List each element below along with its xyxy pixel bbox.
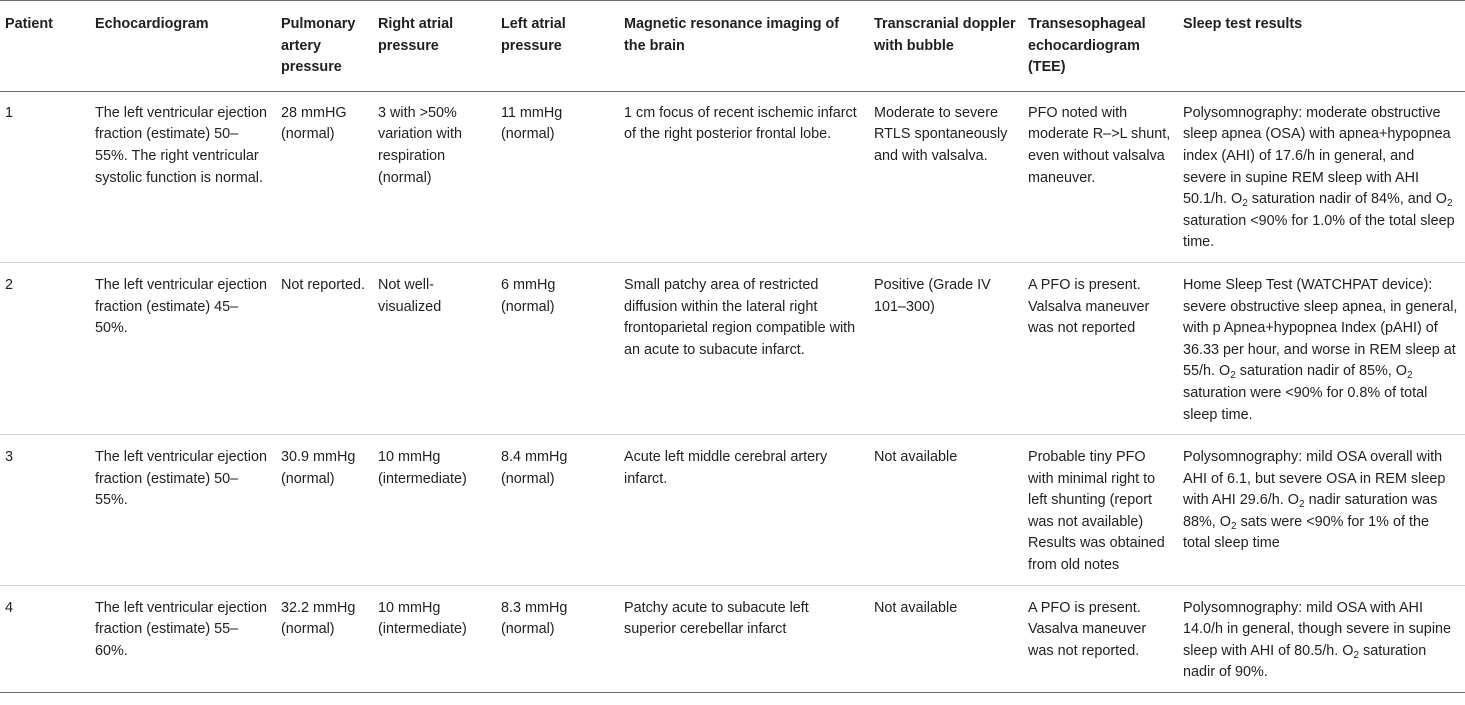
header-row (0, 1, 1465, 92)
cell-right-atrial-pressure: 10 mmHg (intermediate) (372, 585, 495, 692)
sleep-text: sats were <90% for 1% of the total sleep time (1183, 513, 1429, 552)
cell-mri-brain: Patchy acute to subacute left superior cerebellar infarct (618, 585, 868, 692)
cell-sleep-test (1177, 585, 1465, 692)
subscript: 2 (1242, 198, 1248, 210)
subscript: 2 (1447, 198, 1453, 210)
cell-sleep-test (1177, 262, 1465, 434)
cell-pulmonary-artery-pressure: 28 mmHG (normal) (275, 91, 372, 262)
subscript: 2 (1407, 370, 1413, 382)
table-row (0, 91, 1465, 262)
header-left-atrial-pressure: Left atrial pressure (495, 1, 618, 92)
sleep-text: Home Sleep Test (WATCHPAT device): severe obstructive sleep apnea, in general, with p Apnea+hypopnea Index (pAHI) of 36.33 per hour, and worse in REM sleep at 55/h. O (1183, 276, 1458, 380)
cell-echocardiogram: The left ventricular ejection fraction (estimate) 55–60%. (89, 585, 275, 692)
subscript: 2 (1353, 649, 1359, 661)
header-tee: Transesophageal echocardiogram (TEE) (1022, 1, 1177, 92)
cell-tee: A PFO is present. Valsalva maneuver was not reported (1022, 262, 1177, 434)
cell-mri-brain: Small patchy area of restricted diffusion within the lateral right frontoparietal region compatible with an acute to subacute infarct. (618, 262, 868, 434)
cell-left-atrial-pressure: 8.4 mmHg (normal) (495, 435, 618, 586)
header-patient: Patient (0, 1, 89, 92)
cell-echocardiogram: The left ventricular ejection fraction (estimate) 50–55%. The right ventricular systolic function is normal. (89, 91, 275, 262)
header-echocardiogram: Echocardiogram (89, 1, 275, 92)
cell-mri-brain: Acute left middle cerebral artery infarct. (618, 435, 868, 586)
subscript: 2 (1230, 370, 1236, 382)
sleep-text: Polysomnography: moderate obstructive sleep apnea (OSA) with apnea+hypopnea index (AHI) of 17.6/h in general, and severe in supine REM sleep with AHI 50.1/h. O (1183, 104, 1451, 208)
subscript: 2 (1298, 499, 1305, 511)
cell-right-atrial-pressure: 3 with >50% variation with respiration (normal) (372, 91, 495, 262)
cell-pulmonary-artery-pressure: 30.9 mmHg (normal) (275, 435, 372, 586)
cell-mri-brain: 1 cm focus of recent ischemic infarct of the right posterior frontal lobe. (618, 91, 868, 262)
cell-transcranial-doppler: Not available (868, 435, 1022, 586)
sleep-text: nadir saturation was 88%, O (1183, 492, 1438, 530)
subscript: 2 (1231, 520, 1237, 532)
table-body (0, 91, 1465, 692)
cell-echocardiogram: The left ventricular ejection fraction (estimate) 45–50%. (89, 262, 275, 434)
table-row (0, 262, 1465, 434)
table-header (0, 1, 1465, 92)
header-transcranial-doppler: Transcranial doppler with bubble (868, 1, 1022, 92)
cell-tee: Probable tiny PFO with minimal right to left shunting (report was not available) Results was obtained from old notes (1022, 435, 1177, 586)
cell-left-atrial-pressure: 8.3 mmHg (normal) (495, 585, 618, 692)
cell-sleep-test (1177, 91, 1465, 262)
table-row (0, 585, 1465, 692)
cell-patient: 2 (0, 262, 89, 434)
header-right-atrial-pressure: Right atrial pressure (372, 1, 495, 92)
sleep-text: saturation nadir of 90%. (1183, 642, 1427, 681)
sleep-text: Polysomnography: mild OSA with AHI 14.0/h in general, though severe in supine sleep with AHI of 80.5/h. O (1183, 599, 1452, 659)
sleep-text: saturation were <90% for 0.8% of total sleep time. (1183, 384, 1428, 423)
cell-echocardiogram: The left ventricular ejection fraction (estimate) 50–55%. (89, 435, 275, 586)
table-row (0, 435, 1465, 586)
cell-patient: 4 (0, 585, 89, 692)
cell-transcranial-doppler: Not available (868, 585, 1022, 692)
header-mri-brain: Magnetic resonance imaging of the brain (618, 1, 868, 92)
cell-sleep-test (1177, 435, 1465, 586)
cell-patient: 3 (0, 435, 89, 586)
sleep-text: Polysomnography: mild OSA overall with AHI of 6.1, but severe OSA in REM sleep with AHI 29.6/h. O (1183, 449, 1446, 509)
cell-patient: 1 (0, 91, 89, 262)
cell-right-atrial-pressure: 10 mmHg (intermediate) (372, 435, 495, 586)
cell-pulmonary-artery-pressure: 32.2 mmHg (normal) (275, 585, 372, 692)
header-sleep-test-results: Sleep test results (1177, 1, 1465, 92)
sleep-text: saturation nadir of 84%, and O (1247, 191, 1448, 208)
cell-transcranial-doppler: Moderate to severe RTLS spontaneously and with valsalva. (868, 91, 1022, 262)
cell-right-atrial-pressure: Not well-visualized (372, 262, 495, 434)
sleep-text: saturation nadir of 85%, O (1235, 363, 1407, 380)
cell-tee: PFO noted with moderate R–>L shunt, even without valsalva maneuver. (1022, 91, 1177, 262)
sleep-text: saturation <90% for 1.0% of the total sleep time. (1183, 212, 1455, 251)
cell-transcranial-doppler: Positive (Grade IV 101–300) (868, 262, 1022, 434)
cell-tee: A PFO is present. Vasalva maneuver was not reported. (1022, 585, 1177, 692)
cell-left-atrial-pressure: 6 mmHg (normal) (495, 262, 618, 434)
cell-left-atrial-pressure: 11 mmHg (normal) (495, 91, 618, 262)
cell-pulmonary-artery-pressure: Not reported. (275, 262, 372, 434)
header-pulmonary-artery-pressure: Pulmonary artery pressure (275, 1, 372, 92)
